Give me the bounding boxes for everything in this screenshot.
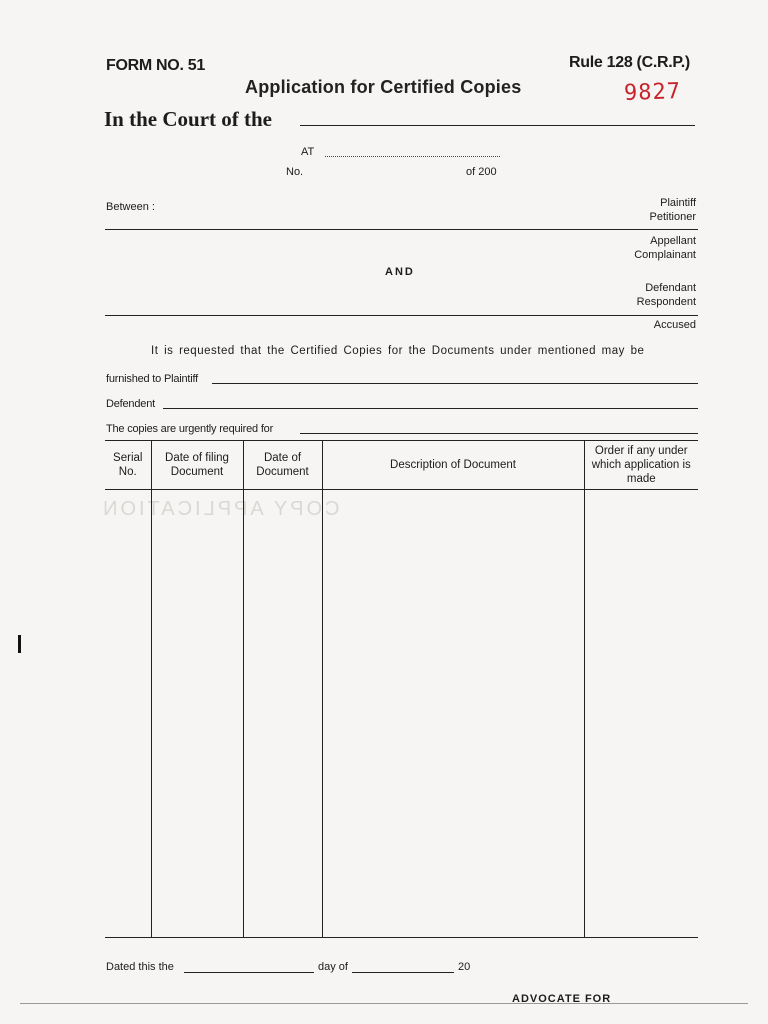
second-party-field[interactable]: [105, 315, 698, 316]
role-accused: Accused: [653, 319, 696, 331]
year-label: 20: [458, 961, 471, 973]
first-party-field[interactable]: [105, 229, 698, 230]
defendent-field[interactable]: [163, 408, 698, 409]
col-date-of-filing: Date of filing Document: [151, 441, 243, 490]
page-edge-line: [20, 1003, 748, 1004]
documents-table: [105, 440, 698, 938]
role-plaintiff: Plaintiff: [660, 197, 696, 209]
serial-number-stamp: 9827: [623, 79, 682, 106]
order-cell[interactable]: [584, 490, 698, 938]
dated-label: Dated this the: [106, 961, 174, 973]
role-defendant: Defendant: [645, 282, 696, 294]
at-place-field[interactable]: [325, 156, 500, 157]
description-cell[interactable]: [322, 490, 584, 938]
urgent-label: The copies are urgently required for: [106, 423, 274, 435]
serial-cell[interactable]: [105, 490, 151, 938]
furnished-to-label: furnished to Plaintiff: [106, 373, 199, 385]
request-statement: It is requested that the Certified Copies for the Documents under mentioned may be: [151, 345, 645, 357]
between-label: Between :: [106, 201, 155, 213]
furnished-to-field[interactable]: [212, 383, 698, 384]
col-description: Description of Document: [322, 441, 584, 490]
date-month-field[interactable]: [352, 972, 454, 973]
table-header-row: [105, 441, 698, 490]
rule-reference: Rule 128 (C.R.P.): [569, 54, 690, 71]
defendent-label: Defendent: [106, 398, 155, 410]
court-name-field[interactable]: [300, 125, 695, 126]
role-appellant: Appellant: [650, 235, 696, 247]
col-serial-no: Serial No.: [105, 441, 151, 490]
urgent-reason-field[interactable]: [300, 433, 698, 434]
at-label: AT: [301, 146, 315, 158]
role-respondent: Respondent: [636, 296, 696, 308]
col-order: Order if any under which application is made: [584, 441, 698, 490]
court-label: In the Court of the: [104, 107, 272, 131]
day-of-label: day of: [318, 961, 348, 973]
role-petitioner: Petitioner: [649, 211, 696, 223]
date-day-field[interactable]: [184, 972, 314, 973]
advocate-label: ADVOCATE FOR: [512, 993, 612, 1005]
role-complainant: Complainant: [634, 249, 696, 261]
and-label: AND: [385, 266, 415, 278]
case-no-label: No.: [286, 166, 304, 178]
document-date-cell[interactable]: [243, 490, 322, 938]
form-title: Application for Certified Copies: [245, 77, 522, 97]
table-row: [105, 490, 698, 938]
pen-mark: [18, 635, 21, 653]
form-number: FORM NO. 51: [106, 57, 205, 74]
col-date-of-document: Date of Document: [243, 441, 322, 490]
bleed-through-text: COPY APPLICATION: [100, 498, 340, 520]
filing-date-cell[interactable]: [151, 490, 243, 938]
case-year-label: of 200: [466, 166, 497, 178]
